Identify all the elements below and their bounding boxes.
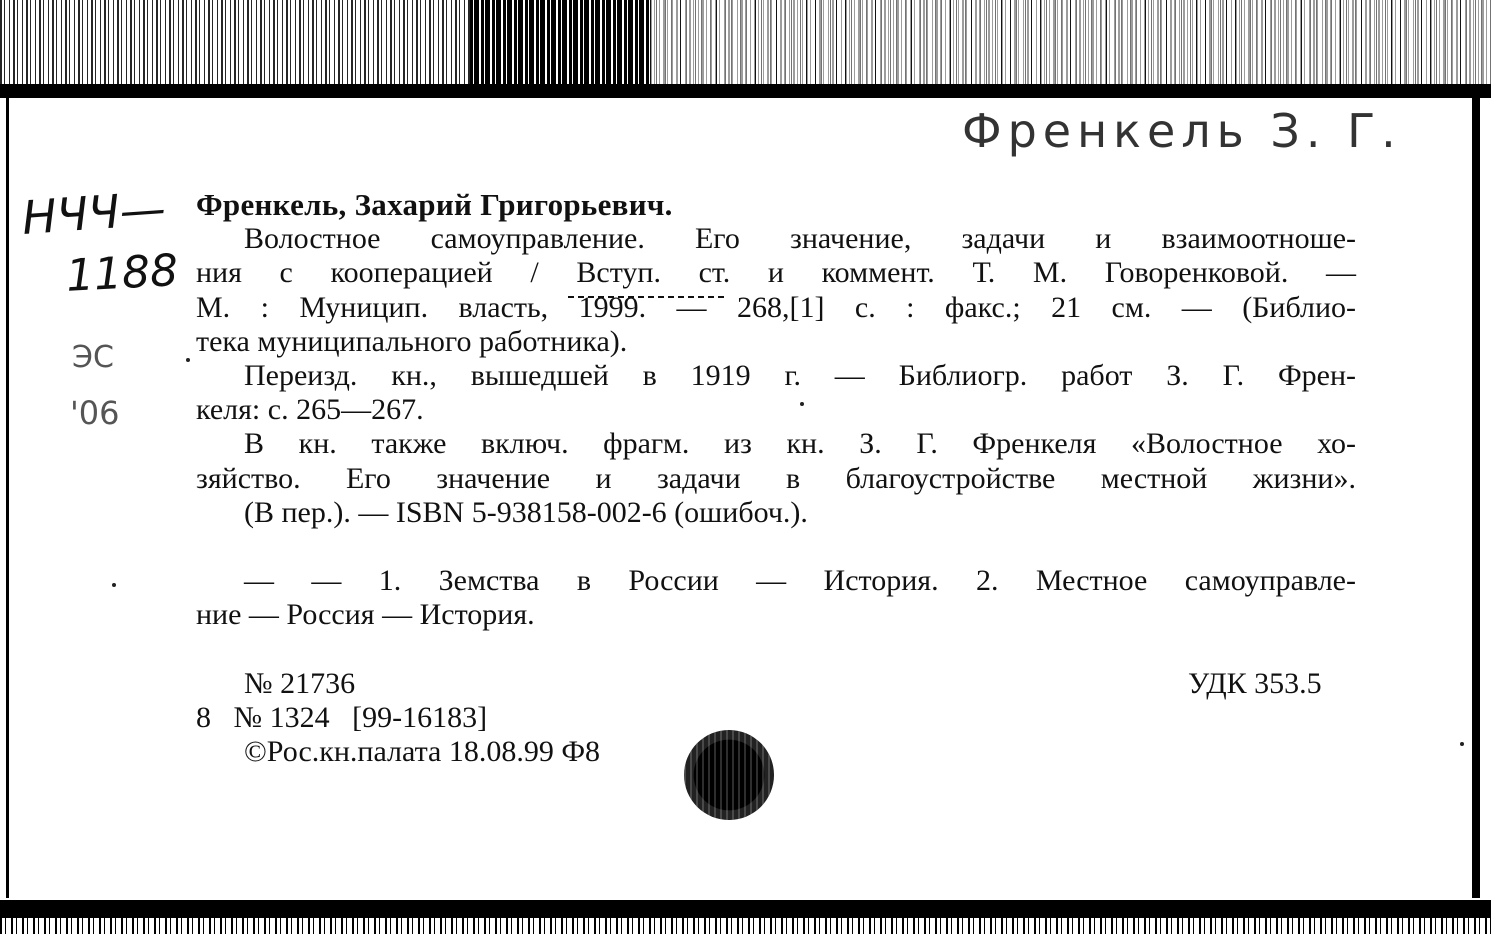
scanner-band-top <box>0 84 1491 98</box>
entry-line: келя: с. 265—267. <box>196 393 424 427</box>
handwritten-underline <box>568 292 724 298</box>
entry-heading: Френкель, Захарий Григорьевич. <box>196 187 673 222</box>
entry-line: зяйство. Его значение и задачи в благоустройстве местной жизни». <box>196 461 1356 495</box>
udk-code: УДК 353.5 <box>1188 667 1322 700</box>
speck <box>112 583 116 587</box>
copyright-row: ©Рос.кн.палата 18.08.99 Ф8 <box>244 735 601 768</box>
handwritten-shelf-code-line2: 1188 <box>64 245 180 302</box>
entry-line: В кн. также включ. фрагм. из кн. З. Г. Френкеля «Волостное хо- <box>244 427 1356 461</box>
handwritten-author-note: Френкель З. Г. <box>962 104 1402 158</box>
bibliographic-entry <box>196 188 1356 530</box>
entry-line: тека муниципального работника). <box>196 324 628 358</box>
entry-line: Волостное самоуправление. Его значение, задачи и взаимоотноше- <box>244 222 1356 256</box>
entry-line: Переизд. кн., вышедшей в 1919 г. — Библиогр. работ З. Г. Френ- <box>244 359 1356 393</box>
scanner-noise-top-light <box>650 0 1491 96</box>
entry-line: ния с кооперацией / Вступ. ст. и коммент. Т. М. Говоренковой. — <box>196 256 1356 290</box>
entry-line: М. : Муницип. власть, 1999. — 268,[1] с. : факс.; 21 см. — (Библио- <box>196 290 1356 324</box>
scanner-noise-top-dense <box>470 0 650 96</box>
ink-stamp <box>684 730 774 820</box>
record-number: № 21736 <box>244 667 356 700</box>
speck <box>800 402 804 406</box>
card-number-row: 8 № 1324 [99-16183] <box>196 701 488 734</box>
subject-line: — — 1. Земства в России — История. 2. Местное самоуправле- <box>244 564 1356 597</box>
handwritten-note-line1: ЭС <box>72 340 114 375</box>
entry-line: (В пер.). — ISBN 5-938158-002-6 (ошибоч.). <box>244 495 808 529</box>
handwritten-note-line2: '06 <box>70 394 120 432</box>
speck <box>186 358 190 362</box>
scanner-noise-bottom-lines <box>0 918 1491 934</box>
subject-headings <box>196 564 1356 632</box>
speck <box>1460 742 1464 746</box>
handwritten-shelf-code-line1: НЧЧ— <box>20 181 168 245</box>
subject-line: ние — Россия — История. <box>196 598 535 632</box>
